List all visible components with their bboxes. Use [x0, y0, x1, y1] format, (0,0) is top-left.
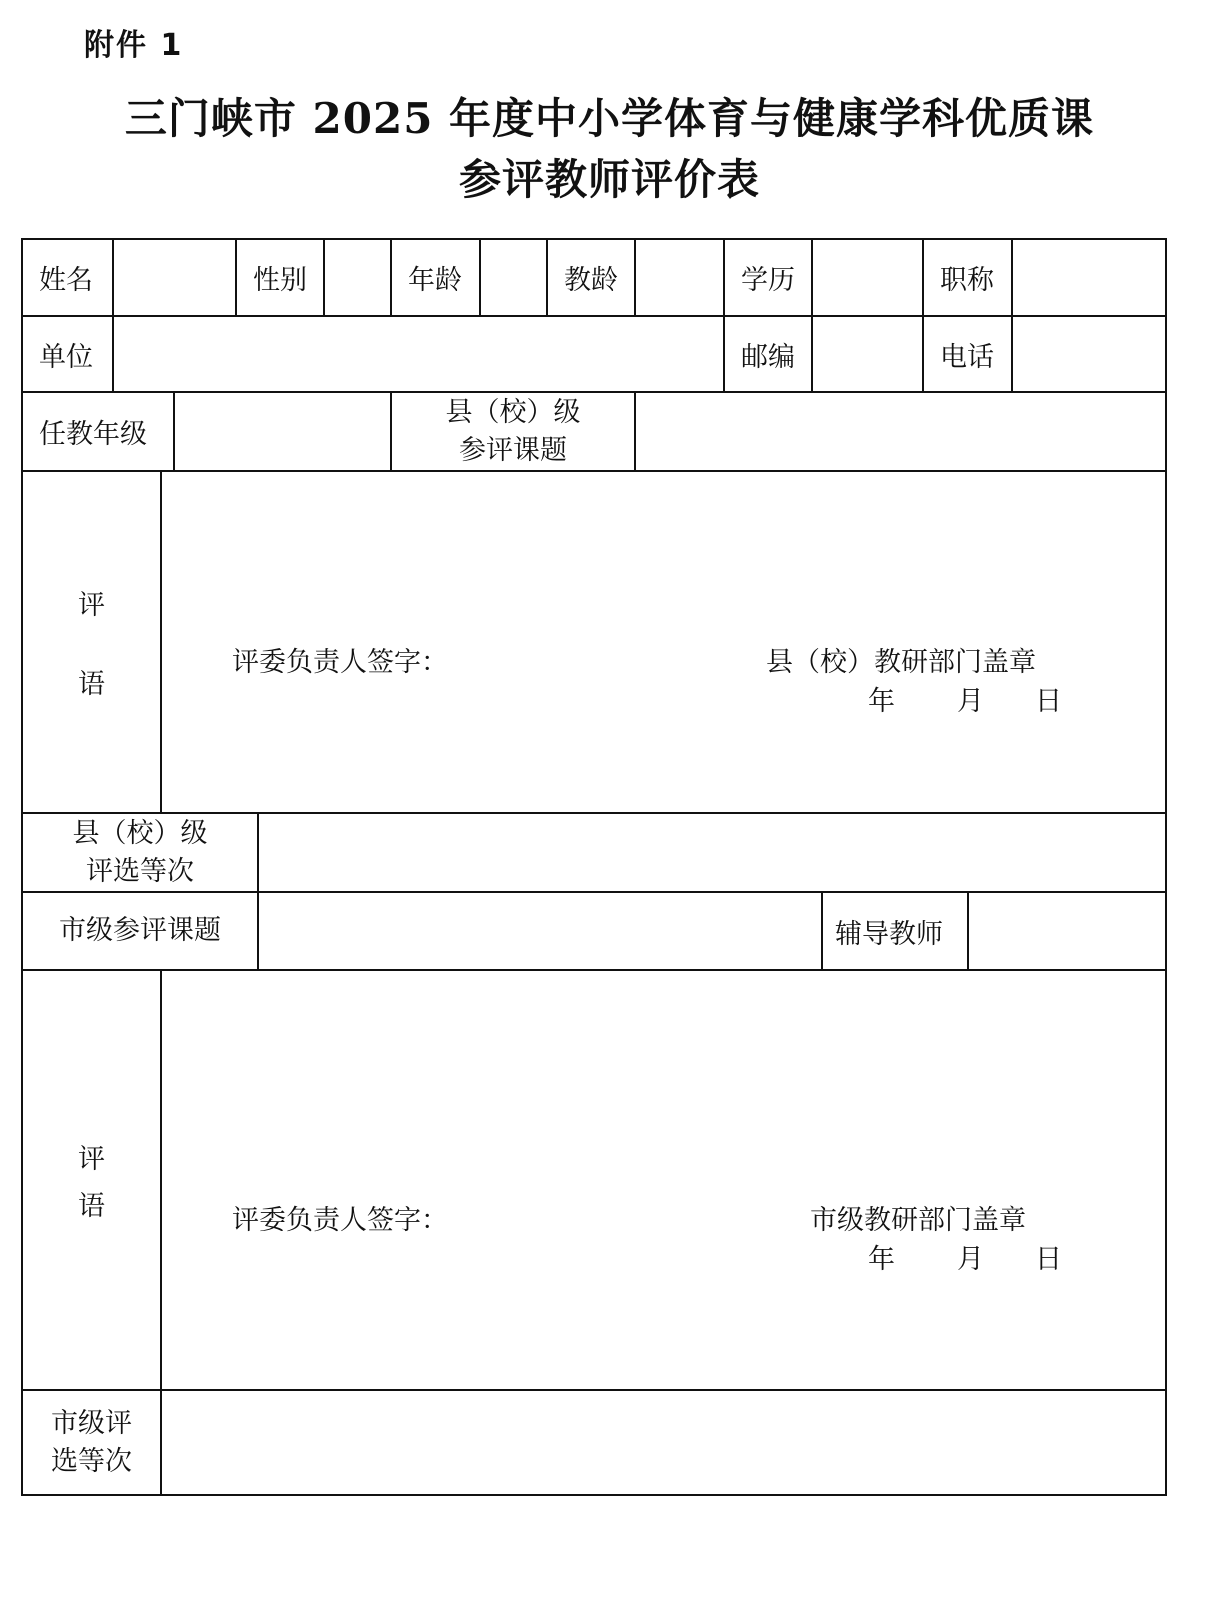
form-title-line-2: 参评教师评价表 [458, 155, 760, 204]
postcode-field[interactable] [813, 317, 924, 393]
city-comment-field[interactable] [162, 971, 1165, 1391]
professional-title-field[interactable] [1013, 240, 1165, 317]
county-comment-char-1: 评 [78, 590, 105, 621]
name-field[interactable] [114, 240, 237, 317]
teaching-years-field[interactable] [636, 240, 725, 317]
attachment-label: 附件 1 [84, 28, 184, 63]
county-date-day: 日 [1035, 686, 1062, 717]
county-topic-label-line-2: 参评课题 [459, 434, 567, 466]
education-label: 学历 [725, 240, 813, 317]
city-topic-label: 市级参评课题 [23, 893, 259, 971]
city-date-day: 日 [1035, 1244, 1062, 1275]
city-signature-label: 评委负责人签字： [232, 1205, 448, 1236]
county-topic-field[interactable] [636, 393, 1165, 472]
city-rank-label-line-2: 选等次 [51, 1445, 132, 1477]
age-label: 年龄 [392, 240, 481, 317]
city-stamp-label: 市级教研部门盖章 [810, 1205, 1026, 1236]
city-date-month: 月 [957, 1244, 984, 1275]
county-comment-label [23, 472, 162, 814]
county-rank-label [23, 814, 259, 893]
county-stamp-label: 县（校）教研部门盖章 [766, 647, 1036, 678]
phone-field[interactable] [1013, 317, 1165, 393]
advisor-field[interactable] [969, 893, 1165, 971]
teaching-grade-field[interactable] [175, 393, 392, 472]
city-comment-char-1: 评 [78, 1144, 105, 1175]
county-topic-label [392, 393, 636, 472]
advisor-label: 辅导教师 [823, 893, 969, 971]
county-rank-field[interactable] [259, 814, 1165, 893]
city-rank-label-line-1: 市级评 [51, 1407, 132, 1439]
city-date-year: 年 [868, 1244, 895, 1275]
teaching-grade-label: 任教年级 [23, 393, 175, 472]
gender-field[interactable] [325, 240, 392, 317]
professional-title-label: 职称 [924, 240, 1013, 317]
city-comment-label [23, 971, 162, 1391]
county-topic-label-line-1: 县（校）级 [445, 396, 581, 428]
county-signature-label: 评委负责人签字： [232, 647, 448, 678]
unit-field[interactable] [114, 317, 725, 393]
city-rank-field[interactable] [162, 1391, 1165, 1494]
gender-label: 性别 [237, 240, 325, 317]
form-title-line-1: 三门峡市 2025 年度中小学体育与健康学科优质课 [124, 94, 1095, 143]
county-date-year: 年 [868, 686, 895, 717]
county-rank-label-line-2: 评选等次 [86, 855, 194, 887]
phone-label: 电话 [924, 317, 1013, 393]
county-date-month: 月 [957, 686, 984, 717]
teaching-years-label: 教龄 [548, 240, 636, 317]
name-label: 姓名 [23, 240, 114, 317]
postcode-label: 邮编 [725, 317, 813, 393]
age-field[interactable] [481, 240, 548, 317]
city-rank-label [23, 1391, 162, 1494]
evaluation-form-table [21, 238, 1167, 1496]
city-comment-char-2: 语 [78, 1191, 105, 1222]
county-comment-field[interactable] [162, 472, 1165, 814]
county-rank-label-line-1: 县（校）级 [72, 817, 208, 849]
unit-label: 单位 [23, 317, 114, 393]
county-comment-char-2: 语 [78, 669, 105, 700]
city-topic-field[interactable] [259, 893, 823, 971]
education-field[interactable] [813, 240, 924, 317]
